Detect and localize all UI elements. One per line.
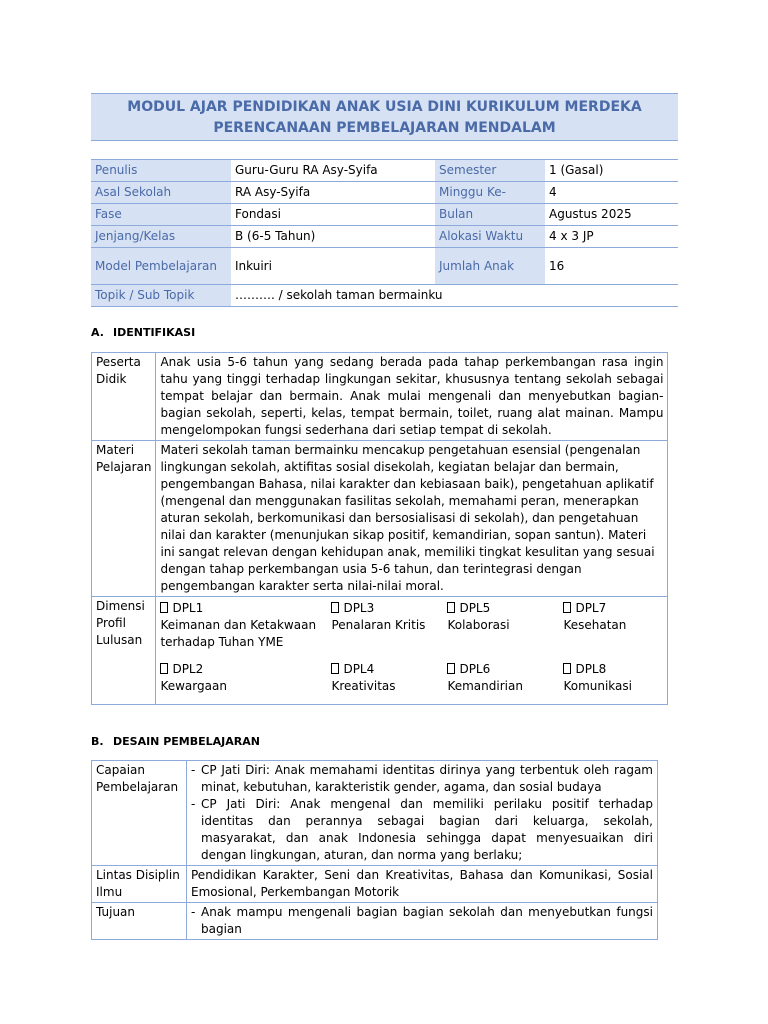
row-content: Pendidikan Karakter, Seni dan Kreativitas, Bahasa dan Komunikasi, Sosial Emosional, Perkembangan Motorik xyxy=(187,866,658,903)
checkbox-icon[interactable] xyxy=(331,663,339,674)
info-label: Asal Sekolah xyxy=(91,182,231,204)
row-label: Peserta Didik xyxy=(92,353,156,441)
checkbox-icon[interactable] xyxy=(160,602,168,613)
checkbox-icon[interactable] xyxy=(447,663,455,674)
section-a-heading xyxy=(91,326,195,339)
dimensi-item: DPL8 Komunikasi xyxy=(563,662,632,693)
table-row xyxy=(92,353,668,441)
table-row xyxy=(92,761,658,866)
table-row xyxy=(92,597,668,705)
info-value: Inkuiri xyxy=(231,248,435,285)
dimensi-item: DPL1 Keimanan dan Ketakwaan terhadap Tuhan YME xyxy=(160,601,317,649)
table-row xyxy=(92,441,668,597)
row-label: Lintas Disiplin Ilmu xyxy=(92,866,187,903)
info-value: B (6-5 Tahun) xyxy=(231,226,435,248)
title-line-2: PERENCANAAN PEMBELAJARAN MENDALAM xyxy=(213,120,556,136)
identifikasi-table xyxy=(91,352,668,705)
section-number: B. xyxy=(91,735,104,748)
info-row xyxy=(91,226,678,248)
dimensi-item: DPL2 Kewargaan xyxy=(160,662,227,693)
list-item: - Anak mampu mengenali bagian bagian sekolah dan menyebutkan fungsi bagian xyxy=(191,904,653,938)
list-item: - CP Jati Diri: Anak memahami identitas dirinya yang terbentuk oleh ragam minat, kebutuhan, karakteristik gender, agama, dan sosial budaya xyxy=(191,762,653,796)
dimensi-item: DPL7 Kesehatan xyxy=(563,601,627,632)
row-content: Materi sekolah taman bermainku mencakup pengetahuan esensial (pengenalan lingkungan sekolah, aktifitas sosial disekolah, kegiatan belajar dan bermain, pengembangan Bahasa, nilai karakter dan kebiasaan baik), pengetahuan aplikatif (mengenal dan menggunakan fasilitas sekolah, memahami peran, menerapkan aturan sekolah, berkomunikasi dan bersosialisasi di sekolah), dan pengetahuan nilai dan karakter (menunjukan sikap positif, kemandirian, sopan santun). Materi ini sangat relevan dengan kehidupan anak, memiliki tingkat kesulitan yang sesuai dengan tahap perkembangan usia 5-6 tahun, dan terintegrasi dengan pengembangan karakter serta nilai-nilai moral. xyxy=(156,441,668,597)
info-label: Fase xyxy=(91,204,231,226)
row-label: Materi Pelajaran xyxy=(92,441,156,597)
info-table xyxy=(91,159,678,307)
info-label: Minggu Ke- xyxy=(435,182,545,204)
dimensi-item: DPL5 Kolaborasi xyxy=(447,601,510,632)
checkbox-icon[interactable] xyxy=(160,663,168,674)
dimensi-item: DPL4 Kreativitas xyxy=(331,662,396,693)
checkbox-icon[interactable] xyxy=(331,602,339,613)
info-value: Fondasi xyxy=(231,204,435,226)
checkbox-icon[interactable] xyxy=(563,663,571,674)
info-row xyxy=(91,182,678,204)
row-content xyxy=(187,761,658,866)
info-label: Model Pembelajaran xyxy=(91,248,231,285)
row-label: Capaian Pembelajaran xyxy=(92,761,187,866)
document-title xyxy=(91,93,678,141)
section-title: DESAIN PEMBELAJARAN xyxy=(113,735,260,748)
info-label: Penulis xyxy=(91,160,231,182)
desain-table xyxy=(91,760,658,940)
info-label: Semester xyxy=(435,160,545,182)
info-label: Topik / Sub Topik xyxy=(91,285,231,307)
dimensi-item: DPL3 Penalaran Kritis xyxy=(331,601,426,632)
info-row xyxy=(91,248,678,285)
dimensi-grid xyxy=(160,598,663,703)
info-value: 16 xyxy=(545,248,678,285)
row-label: Tujuan xyxy=(92,903,187,940)
dimensi-item: DPL6 Kemandirian xyxy=(447,662,523,693)
info-value: 4 x 3 JP xyxy=(545,226,678,248)
info-row-topik xyxy=(91,285,678,307)
info-value: ………. / sekolah taman bermainku xyxy=(231,285,678,307)
row-content xyxy=(156,597,668,705)
row-content xyxy=(187,903,658,940)
section-number: A. xyxy=(91,326,104,339)
checkbox-icon[interactable] xyxy=(563,602,571,613)
section-b-heading xyxy=(91,735,260,748)
info-value: RA Asy-Syifa xyxy=(231,182,435,204)
table-row xyxy=(92,866,658,903)
info-value: 1 (Gasal) xyxy=(545,160,678,182)
title-line-1: MODUL AJAR PENDIDIKAN ANAK USIA DINI KURIKULUM MERDEKA xyxy=(127,99,642,115)
table-row xyxy=(92,903,658,940)
info-label: Alokasi Waktu xyxy=(435,226,545,248)
checkbox-icon[interactable] xyxy=(447,602,455,613)
info-label: Jumlah Anak xyxy=(435,248,545,285)
info-label: Bulan xyxy=(435,204,545,226)
section-title: IDENTIFIKASI xyxy=(113,326,196,339)
list-item: - CP Jati Diri: Anak mengenal dan memiliki perilaku positif terhadap identitas dan perannya sebagai bagian dari keluarga, sekolah, masyarakat, dan anak Indonesia sehingga dapat menyesuaikan diri dengan lingkungan, aturan, dan norma yang berlaku; xyxy=(191,796,653,864)
info-row xyxy=(91,204,678,226)
info-label: Jenjang/Kelas xyxy=(91,226,231,248)
row-label: Dimensi Profil Lulusan xyxy=(92,597,156,705)
row-content: Anak usia 5-6 tahun yang sedang berada pada tahap perkembangan rasa ingin tahu yang tinggi terhadap lingkungan sekitar, khususnya tentang sekolah sebagai tempat belajar dan bermain. Anak mulai mengenali dan menyebutkan bagian-bagian sekolah, seperti, kelas, tempat bermain, toilet, ruang alat mainan. Mampu mengelompokan fungsi sederhana dari setiap tempat di sekolah. xyxy=(156,353,668,441)
info-value: Guru-Guru RA Asy-Syifa xyxy=(231,160,435,182)
info-value: 4 xyxy=(545,182,678,204)
info-value: Agustus 2025 xyxy=(545,204,678,226)
info-row xyxy=(91,160,678,182)
